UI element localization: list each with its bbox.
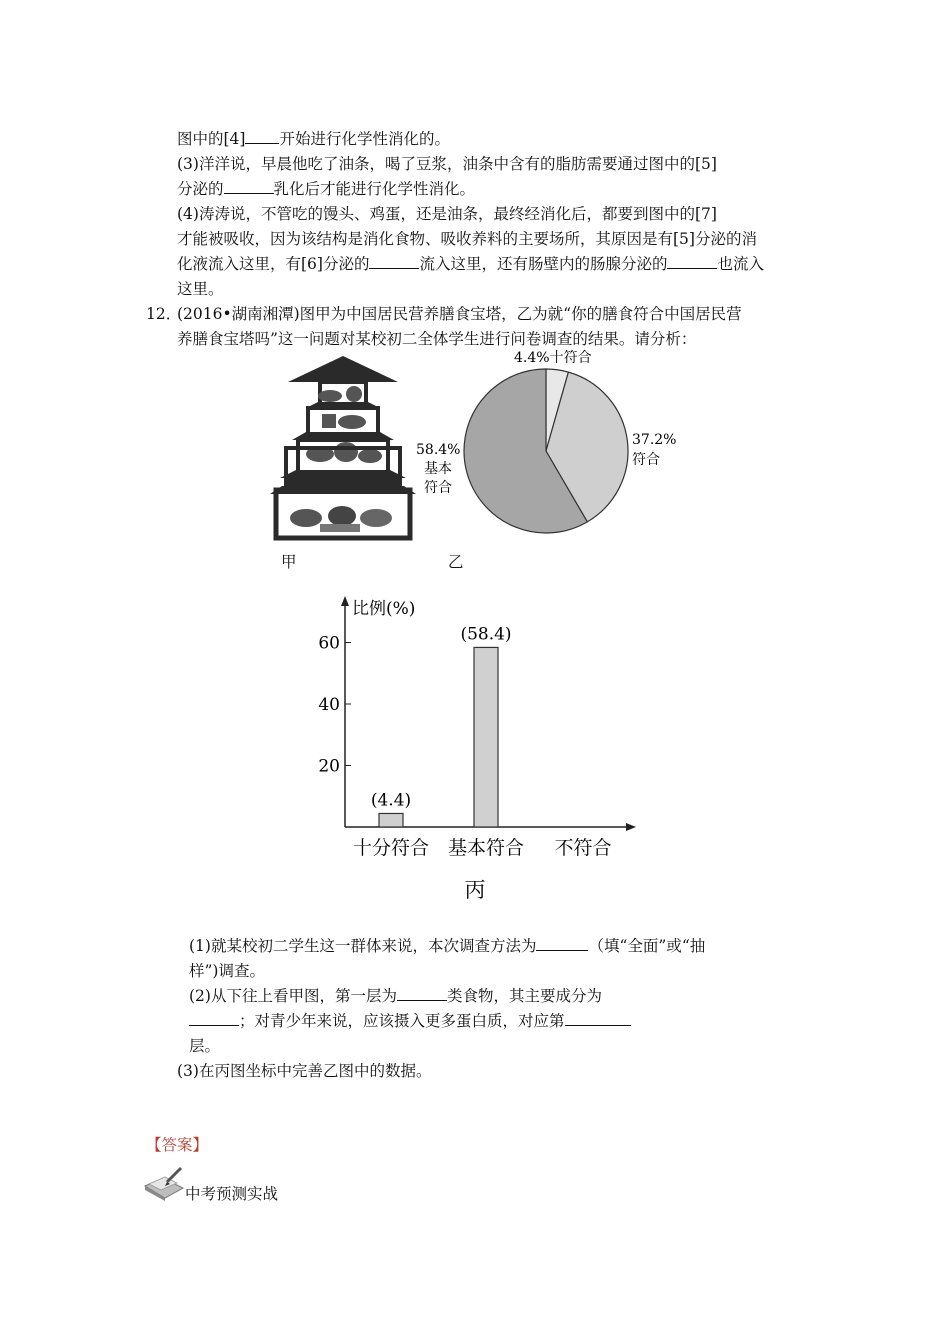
bar-chart xyxy=(300,592,650,912)
category-label: 不符合 xyxy=(554,837,612,859)
sub-question-2-end: 层。 xyxy=(189,1037,221,1055)
bar xyxy=(474,647,498,827)
q11-line-6: 化液流入这里，有[6]分泌的 流入这里，还有肠壁内的肠腺分泌的 也流入 xyxy=(177,255,764,273)
pie-label-left-txt1: 基本 xyxy=(424,461,452,477)
answer-blank[interactable] xyxy=(536,935,588,951)
category-label: 十分符合 xyxy=(352,837,430,859)
answer-blank[interactable] xyxy=(245,128,279,144)
section-title: 中考预测实战 xyxy=(185,1185,279,1203)
answer-blank[interactable] xyxy=(397,985,447,1001)
sub-question-1-cont: 样”)调查。 xyxy=(189,962,265,980)
pie-label-right-txt: 符合 xyxy=(632,452,660,468)
y-tick-label: 60 xyxy=(318,633,340,654)
answer-blank[interactable] xyxy=(224,178,274,194)
q11-line-5: 才能被吸收，因为该结构是消化食物、吸收养料的主要场所，其原因是有[5]分泌的消 xyxy=(177,230,757,248)
answer-blank[interactable] xyxy=(565,1010,631,1026)
chart-title: 丙 xyxy=(464,878,486,902)
figure-label-yi: 乙 xyxy=(448,553,464,571)
figure-label-jia: 甲 xyxy=(281,553,297,571)
q12-line-1: (2016•湖南湘潭)图甲为中国居民营养膳食宝塔，乙为就“你的膳食符合中国居民营 xyxy=(177,305,742,323)
sub-question-2: (2)从下往上看甲图，第一层为 类食物，其主要成分为 xyxy=(189,987,602,1005)
y-tick-label: 20 xyxy=(318,756,340,777)
bar xyxy=(379,813,403,827)
pie-label-left-pct: 58.4% xyxy=(416,442,461,458)
pie-label-top: 4.4%十符合 xyxy=(514,350,592,366)
category-label: 基本符合 xyxy=(447,837,525,859)
sub-question-1: (1)就某校初二学生这一群体来说，本次调查方法为 （填“全面”或“抽 xyxy=(189,937,706,955)
q11-line-4: (4)涛涛说，不管吃的馒头、鸡蛋，还是油条，最终经消化后，都要到图中的[7] xyxy=(177,205,717,223)
answer-label: 【答案】 xyxy=(146,1136,209,1154)
q11-line-1: 图中的[4] 开始进行化学性消化的。 xyxy=(177,130,450,148)
q12-number: 12． xyxy=(146,305,182,323)
exam-paper-pencil-icon xyxy=(143,1166,185,1202)
pyramid-tier-1 xyxy=(270,486,416,538)
answer-blank[interactable] xyxy=(189,1010,239,1026)
answer-blank[interactable] xyxy=(667,253,717,269)
y-tick-label: 40 xyxy=(318,695,340,715)
q11-line-3: 分泌的 乳化后才能进行化学性消化。 xyxy=(177,180,476,198)
pie-chart xyxy=(410,340,710,550)
pie-label-left-txt2: 符合 xyxy=(424,480,452,496)
pyramid-roof xyxy=(288,356,398,382)
q11-line-2: (3)洋洋说，早晨他吃了油条，喝了豆浆，油条中含有的脂肪需要通过图中的[5] xyxy=(177,155,717,173)
sub-question-2-cont: ；对青少年来说，应该摄入更多蛋白质，对应第 xyxy=(189,1010,631,1032)
pie-label-right-pct: 37.2% xyxy=(632,432,677,448)
q12-line-2: 养膳食宝塔吗”这一问题对某校初二全体学生进行问卷调查的结果。请分析： xyxy=(177,330,697,348)
q11-line-7: 这里。 xyxy=(177,280,224,298)
sub-question-3: (3)在丙图坐标中完善乙图中的数据。 xyxy=(177,1062,432,1080)
food-pyramid-figure xyxy=(270,352,416,542)
y-axis-label: 比例(%) xyxy=(352,599,416,619)
bar-value-label: (58.4) xyxy=(460,624,512,645)
bar-value-label: (4.4) xyxy=(370,790,412,811)
answer-blank[interactable] xyxy=(369,253,419,269)
